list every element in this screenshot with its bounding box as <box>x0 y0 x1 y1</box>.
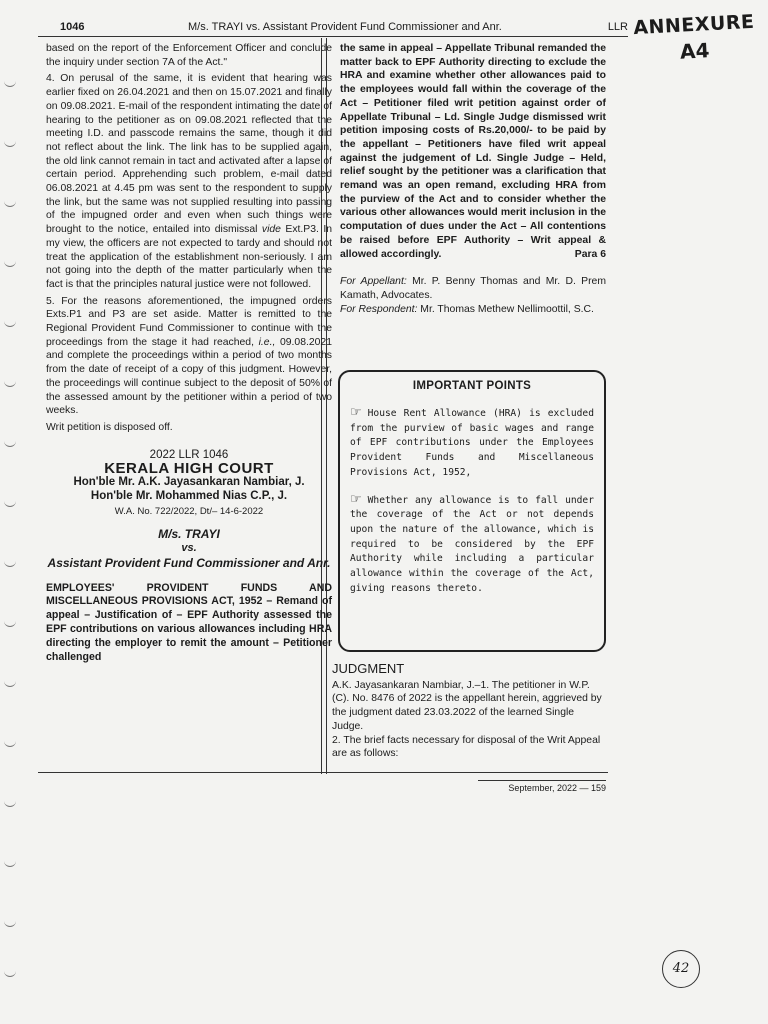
hand-pointer-icon: ☞ <box>350 491 362 507</box>
important-point-1 <box>350 406 594 481</box>
citation: 2022 LLR 1046 <box>149 448 229 461</box>
judgment-para-2: 2. The brief facts necessary for disposal of the Writ Appeal are as follows: <box>332 734 601 760</box>
margin-tick <box>4 260 16 267</box>
judgment-section <box>332 662 606 761</box>
margin-tick <box>4 320 16 327</box>
judgment-para-1 <box>332 679 606 734</box>
issue-footer: September, 2022 — 159 <box>478 780 606 793</box>
counsel-section <box>340 275 606 316</box>
page-number: 1046 <box>60 21 85 33</box>
headnote-continuation: the same in appeal – Appellate Tribunal remanded the matter back to EPF Authority directing to exclude the HRA and examine whether other allowances paid to the employees would fall within the coverage of the Act – Petitioner filed writ petition against order of Appellate Tribunal – Ld. Single Judge dismissed writ petition imposing costs of Rs.20,000/- to be paid by the appellant – Petitioners have filed writ appeal against the judgement of Ld. Single Judge – Held, relief sought by the petitioner was a clarification that remand was an open remand, excluding HRA from the purview of the Act and to consider whether the various other allowances would merit inclusion in the computation of dues under the Act – All contentions be raised before EPF Authority – Writ appeal & allowed accordingly. <box>340 43 606 260</box>
margin-tick <box>4 440 16 447</box>
margin-tick <box>4 970 16 977</box>
running-title: M/s. TRAYI vs. Assistant Provident Fund Commissioner and Anr. <box>188 21 502 33</box>
important-point-2 <box>350 493 594 597</box>
page-header <box>38 18 628 37</box>
para4-vide: vide <box>261 224 281 236</box>
point-2-text: Whether any allowance is to fall under the coverage of the Act or not depends upon the nature of the allowance, which is required to be considered by the EPF Authority while including a particular allowance within the coverage of the Act, giving reasons thereto. <box>350 494 594 594</box>
important-points-title: IMPORTANT POINTS <box>412 380 532 392</box>
margin-tick <box>4 800 16 807</box>
appellant-names: Mr. P. Benny Thomas and Mr. D. Prem Kamath, Advocates. <box>340 276 606 301</box>
margin-tick <box>4 200 16 207</box>
judgment-heading: JUDGMENT <box>332 661 405 676</box>
respondent-counsel <box>340 303 606 317</box>
annexure-label: ANNEXURE <box>632 10 755 40</box>
appellant-label: For Appellant: <box>340 276 407 288</box>
judgment-author: A.K. Jayasankaran Nambiar, J.– <box>332 679 481 691</box>
petitioner-name: M/s. TRAYI <box>158 527 220 542</box>
judgment-para-1-text: 1. The petitioner in W.P. (C). No. 8476 of 2022 is the appellant herein, aggrieved by the judgment dated 23.03.2022 of the learned Single Judge. <box>332 679 602 732</box>
bottom-rule <box>38 772 608 773</box>
paragraph-4 <box>46 72 332 291</box>
margin-tick <box>4 860 16 867</box>
para4-text: 4. On perusal of the same, it is evident that hearing was earlier fixed on 26.04.2021 and then on 15.07.2021 and finally on 09.08.2021. E-mail of the respondent intimating the date of hearing to the petitioner as on 09.08.2021 reflected that the meeting I.D. and passcode remains the same, though it did not reflect about the link. The link has to be supplied again, the old link cannot remain in tact and activated after a lapse of certain period. Apprehending such problem, e-mail dated 06.08.2021 at 4.45 pm was sent to the respondent to supply the link, but the same was not supplied resulting into passing of the impugned order and even when such things were brought to the notice, entailed into dismissal <box>46 73 332 236</box>
para5-ie: i.e., <box>258 336 276 348</box>
case-number: W.A. No. 722/2022, Dt/– 14-6-2022 <box>114 505 264 517</box>
margin-tick <box>4 680 16 687</box>
hand-pointer-icon: ☞ <box>350 405 362 420</box>
page-mark-circle: 42 <box>662 950 700 988</box>
case-caption <box>46 449 332 570</box>
point-1-text: House Rent Allowance (HRA) is excluded from the purview of basic wages and range of EPF contributions under the Employees Provident Funds and Miscellaneous Provisions Act, 1952, <box>350 408 594 478</box>
important-points-box <box>338 370 606 652</box>
versus: vs. <box>181 541 197 554</box>
disposal-line: Writ petition is disposed off. <box>46 421 173 433</box>
judge-1: Hon'ble Mr. A.K. Jayasankaran Nambiar, J. <box>73 476 305 489</box>
margin-tick <box>4 500 16 507</box>
paragraph-5 <box>46 295 332 418</box>
margin-tick <box>4 620 16 627</box>
annexure-number: A4 <box>679 38 710 64</box>
respondent-names: Mr. Thomas Methew Nellimoottil, S.C. <box>420 303 594 315</box>
report-abbrev: LLR <box>607 21 628 33</box>
para4-text-end: Ext.P3. In my view, the officers are not expected to tardy and should not treat the application of the establishment non-seriously. I am not going into the depth of the matter particularly when the fact is that the principles natural justice were not followed. <box>46 224 332 290</box>
margin-tick <box>4 380 16 387</box>
respondent-label: For Respondent: <box>340 303 418 315</box>
respondent-name: Assistant Provident Fund Commissioner and Anr. <box>47 555 331 570</box>
para5-text: 5. For the reasons aforementioned, the impugned orders Exts.P1 and P3 are set aside. Matter is remitted to the Regional Provident Fund Commissioner to continue with the proceedings from the stage it had reached, <box>46 295 332 348</box>
right-column <box>340 42 606 316</box>
binding-margin-marks <box>4 80 24 980</box>
judge-2: Hon'ble Mr. Mohammed Nias C.P., J. <box>90 489 288 502</box>
continuation-text: based on the report of the Enforcement Officer and conclude the inquiry under section 7A of the Act." <box>46 43 332 68</box>
margin-tick <box>4 80 16 87</box>
court-name: KERALA HIGH COURT <box>104 460 274 478</box>
margin-tick <box>4 560 16 567</box>
margin-tick <box>4 140 16 147</box>
paragraph-reference: Para 6 <box>574 248 606 260</box>
left-column <box>46 42 332 664</box>
headnote-right <box>340 42 606 261</box>
headnote-left: EMPLOYEES' PROVIDENT FUNDS AND MISCELLANEOUS PROVISIONS ACT, 1952 – Remand of appeal – Justification of – EPF Authority assessed the EPF contributions on various allowances including HRA directing the employer to remit the amount – Petitioner challenged <box>46 581 332 663</box>
margin-tick <box>4 740 16 747</box>
annexure-annotation <box>633 9 756 67</box>
appellant-counsel <box>340 275 606 302</box>
para5-text-end: 09.08.2021 and complete the proceedings within a period of two months from the date of receipt of a copy of this judgment. However, the proceedings will continue subject to the deposit of 50% of the assessed amount by the petitioner within a period of two weeks. <box>46 336 332 417</box>
margin-tick <box>4 920 16 927</box>
